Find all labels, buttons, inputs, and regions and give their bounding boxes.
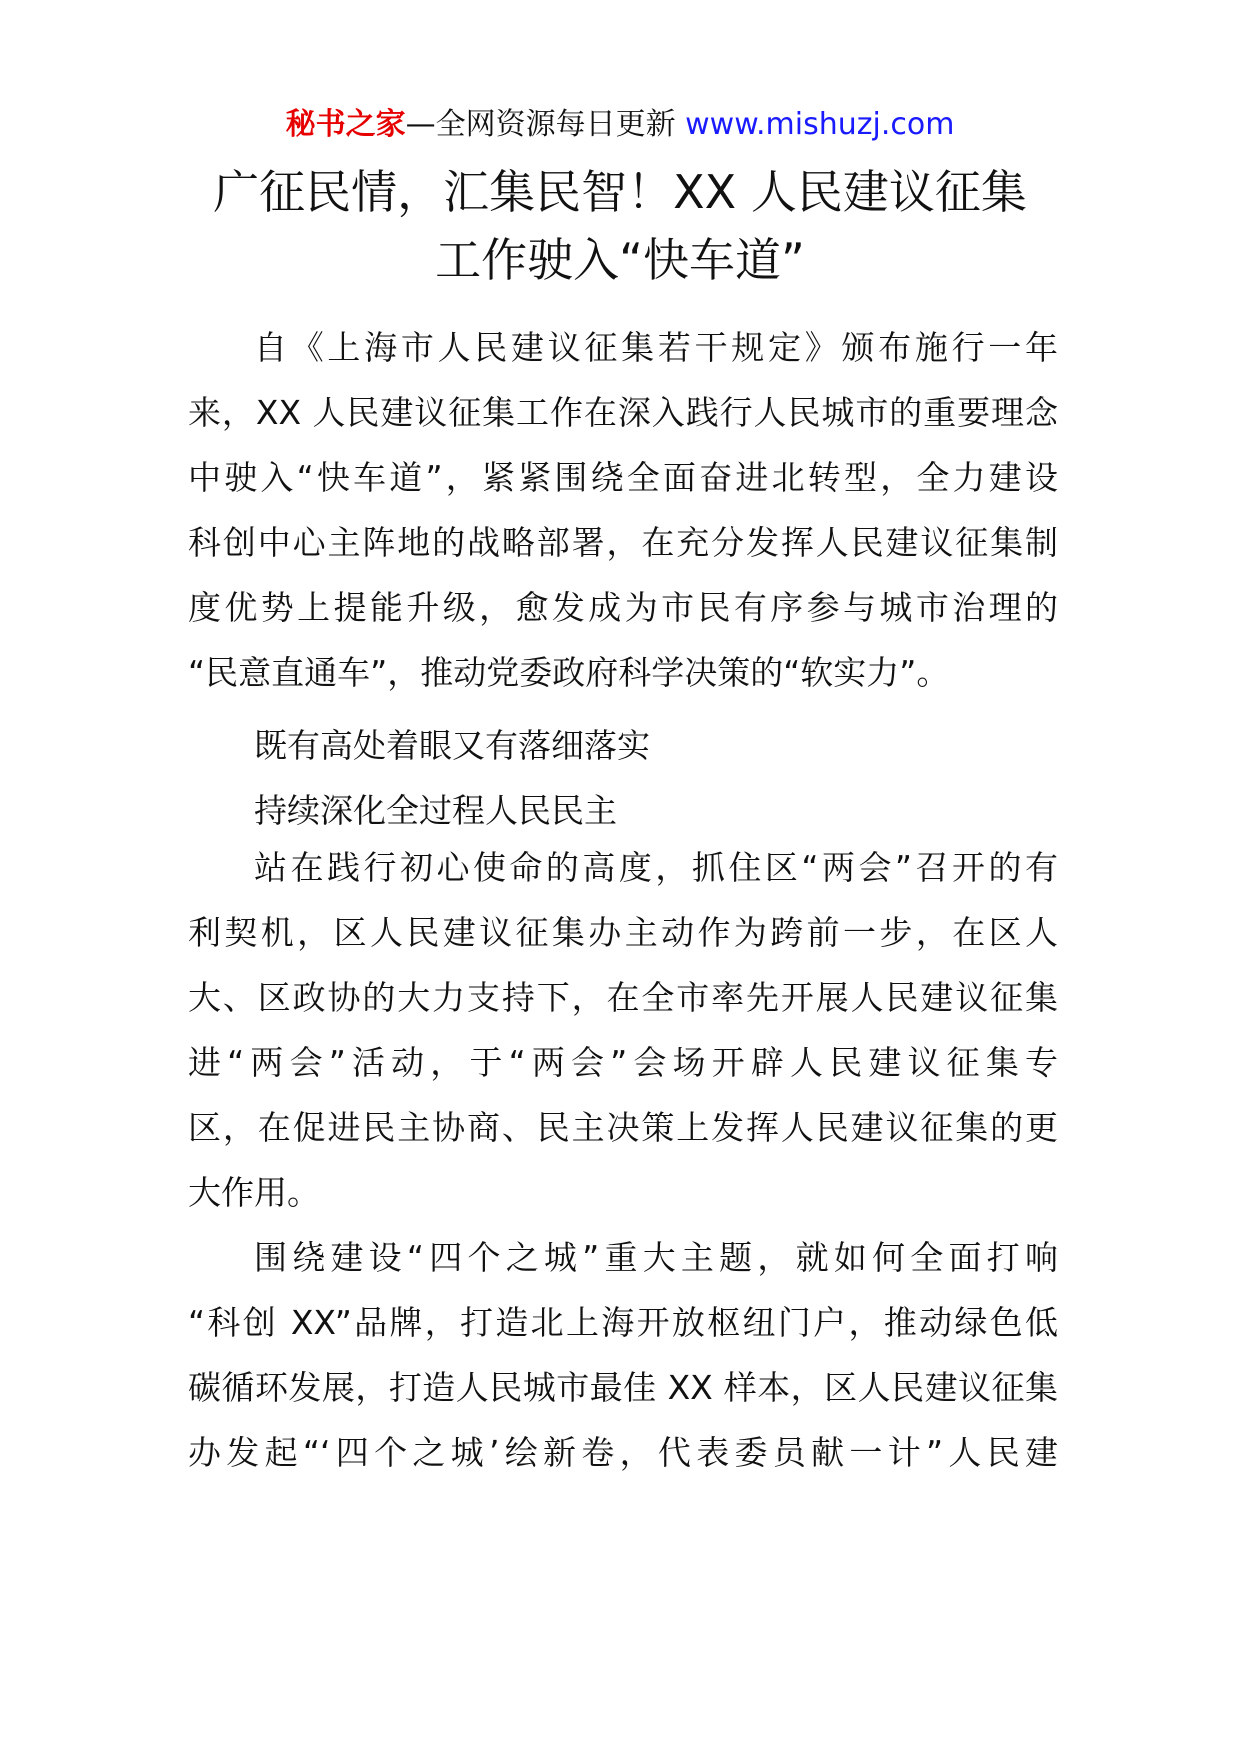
site-header bbox=[0, 103, 1240, 147]
document-title-line-2: 工作驶入“快车道” bbox=[435, 233, 805, 287]
paragraph-line: 来，XX 人民建议征集工作在深入践行人民城市的重要理念 bbox=[188, 393, 1058, 432]
paragraph-line: 自《上海市人民建议征集若干规定》颁布施行一年 bbox=[254, 328, 1058, 367]
paragraph-four-cities bbox=[188, 1225, 1058, 1485]
paragraph-line: 科创中心主阵地的战略部署，在充分发挥人民建议征集制 bbox=[188, 523, 1058, 562]
header-tagline: —全网资源每日更新 bbox=[405, 107, 676, 142]
paragraph-line: 度优势上提能升级，愈发成为市民有序参与城市治理的 bbox=[188, 588, 1058, 627]
paragraph-line: 进“两会”活动，于“两会”会场开辟人民建议征集专 bbox=[188, 1043, 1058, 1082]
paragraph-line: 大、区政协的大力支持下，在全市率先开展人民建议征集 bbox=[188, 978, 1058, 1017]
paragraph-line: 中驶入“快车道”，紧紧围绕全面奋进北转型，全力建设 bbox=[188, 458, 1058, 497]
paragraph-line: 区，在促进民主协商、民主决策上发挥人民建议征集的更 bbox=[188, 1108, 1058, 1147]
paragraph-line: 办发起“‘四个之城’绘新卷，代表委员献一计”人民建 bbox=[188, 1433, 1058, 1472]
paragraph-line: “民意直通车”，推动党委政府科学决策的“软实力”。 bbox=[188, 653, 950, 692]
subheading-2: 持续深化全过程人民民主 bbox=[254, 791, 617, 830]
paragraph-intro bbox=[188, 315, 1058, 705]
paragraph-line: 站在践行初心使命的高度，抓住区“两会”召开的有 bbox=[254, 848, 1058, 887]
paragraph-line: 围绕建设“四个之城”重大主题，就如何全面打响 bbox=[254, 1238, 1058, 1277]
paragraph-line: 碳循环发展，打造人民城市最佳 XX 样本，区人民建议征集 bbox=[188, 1368, 1058, 1407]
subheading-1: 既有高处着眼又有落细落实 bbox=[254, 726, 650, 765]
brand-name: 秘书之家 bbox=[285, 107, 406, 142]
paragraph-line: 利契机，区人民建议征集办主动作为跨前一步，在区人 bbox=[188, 913, 1058, 952]
document-title-line-1: 广征民情，汇集民智！XX 人民建议征集 bbox=[213, 165, 1027, 219]
site-url-link[interactable]: www.mishuzj.com bbox=[685, 107, 955, 142]
paragraph-line: “科创 XX”品牌，打造北上海开放枢纽门户，推动绿色低 bbox=[188, 1303, 1058, 1342]
paragraph-line: 大作用。 bbox=[188, 1173, 320, 1212]
paragraph-two-sessions bbox=[188, 835, 1058, 1225]
